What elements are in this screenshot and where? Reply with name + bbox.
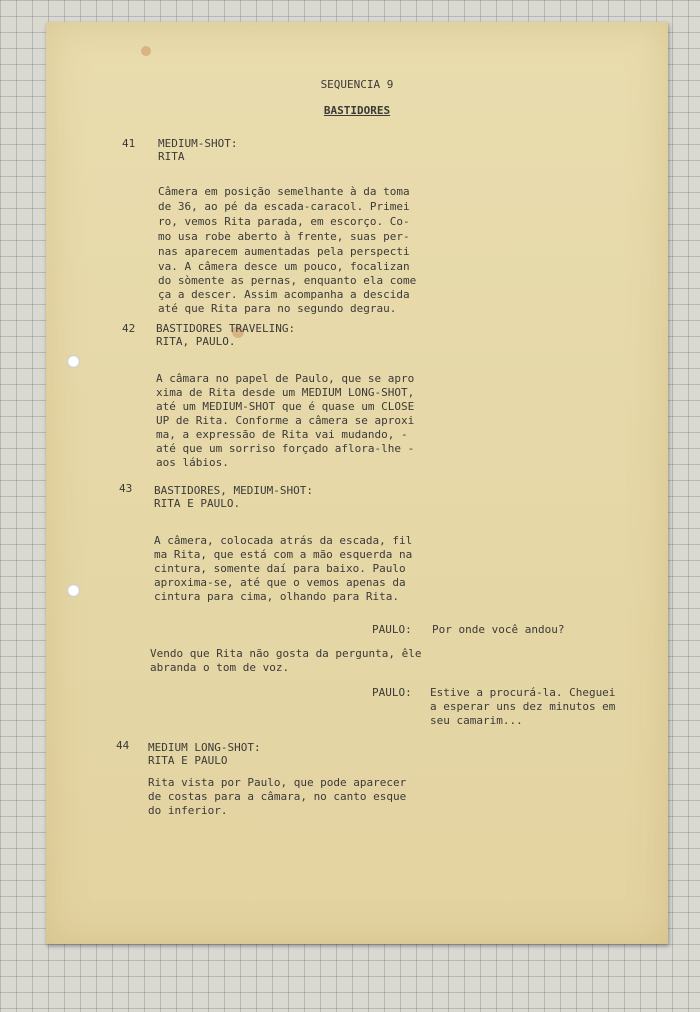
scene-heading: RITA E PAULO. [154, 497, 241, 510]
scene-text-line: até que um sorriso forçado aflora-lhe - [156, 442, 415, 455]
section-title: BASTIDORES [323, 104, 391, 117]
scene-number: 44 [116, 739, 130, 752]
scene-number: 42 [122, 322, 136, 335]
punch-hole [67, 355, 80, 368]
scene-heading: BASTIDORES, MEDIUM-SHOT: [154, 484, 313, 497]
scene-text-line: cintura, somente daí para baixo. Paulo [154, 562, 406, 575]
dialogue-line: Por onde você andou? [432, 623, 565, 636]
scene-text-line: aproxima-se, até que o vemos apenas da [154, 576, 406, 589]
typescript-page [46, 22, 668, 944]
scene-text-line: UP de Rita. Conforme a câmera se aproxi [156, 414, 415, 427]
scene-text-line: xima de Rita desde um MEDIUM LONG-SHOT, [156, 386, 415, 399]
dialogue-line: a esperar uns dez minutos em [430, 700, 616, 713]
scene-heading: MEDIUM LONG-SHOT: [148, 741, 261, 754]
action-line: Vendo que Rita não gosta da pergunta, êle [150, 647, 422, 660]
dialogue-speaker: PAULO: [372, 623, 412, 636]
scene-text-line: ro, vemos Rita parada, em escorço. Co- [158, 215, 410, 228]
punch-hole [67, 584, 80, 597]
scene-heading: MEDIUM-SHOT: [158, 137, 238, 150]
scene-text-line: cintura para cima, olhando para Rita. [154, 590, 400, 603]
scene-text-line: do inferior. [148, 804, 228, 817]
scene-text-line: Câmera em posição semelhante à da toma [158, 185, 410, 198]
action-line: abranda o tom de voz. [150, 661, 290, 674]
scene-text-line: ma, a expressão de Rita vai mudando, - [156, 428, 408, 441]
scene-number: 43 [119, 482, 133, 495]
scene-text-line: ça a descer. Assim acompanha a descida [158, 288, 410, 301]
scene-number: 41 [122, 137, 136, 150]
scene-text-line: nas aparecem aumentadas pela perspecti [158, 245, 410, 258]
sequence-heading: SEQUENCIA 9 [320, 78, 394, 91]
paper-stain [141, 46, 151, 56]
dialogue-line: Estive a procurá-la. Cheguei [430, 686, 616, 699]
scene-text-line: ma Rita, que está com a mão esquerda na [154, 548, 413, 561]
dialogue-line: seu camarim... [430, 714, 523, 727]
scene-text-line: de 36, ao pé da escada-caracol. Primei [158, 200, 410, 213]
scene-text-line: A câmera, colocada atrás da escada, fil [154, 534, 413, 547]
scene-text-line: Rita vista por Paulo, que pode aparecer [148, 776, 407, 789]
scene-heading: BASTIDORES TRAVELING: [156, 322, 296, 335]
scene-text-line: aos lábios. [156, 456, 229, 469]
scene-text-line: mo usa robe aberto à frente, suas per- [158, 230, 410, 243]
scene-text-line: do sòmente as pernas, enquanto ela come [158, 274, 417, 287]
scene-text-line: de costas para a câmara, no canto esque [148, 790, 407, 803]
scene-text-line: até um MEDIUM-SHOT que é quase um CLOSE [156, 400, 415, 413]
scene-text-line: A câmara no papel de Paulo, que se apro [156, 372, 415, 385]
dialogue-speaker: PAULO: [372, 686, 412, 699]
scene-text-line: va. A câmera desce um pouco, focalizan [158, 260, 410, 273]
scene-text-line: até que Rita para no segundo degrau. [158, 302, 397, 315]
scene-heading: RITA [158, 150, 185, 163]
scene-heading: RITA E PAULO [148, 754, 228, 767]
scene-heading: RITA, PAULO. [156, 335, 236, 348]
